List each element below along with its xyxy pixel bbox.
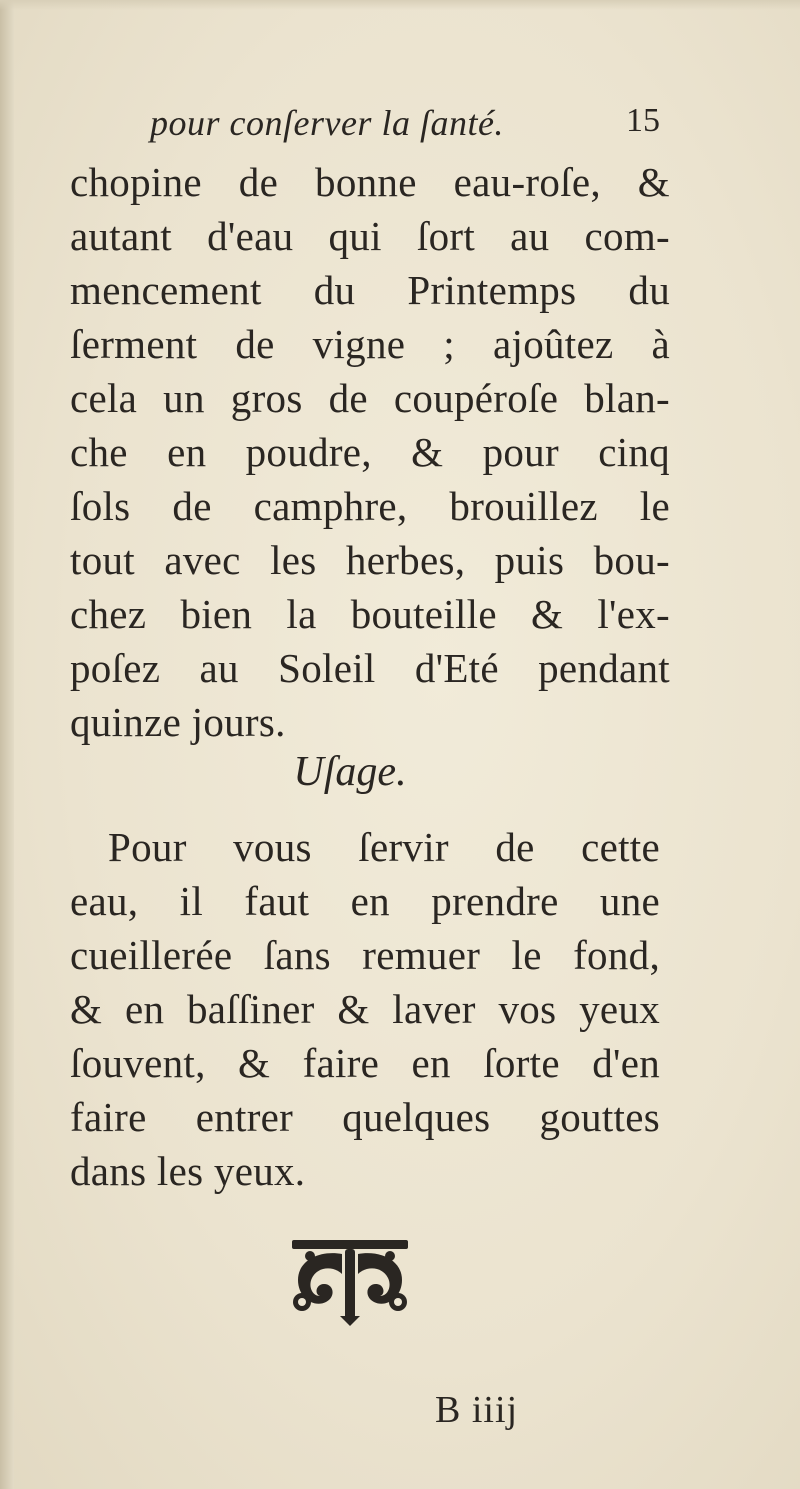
text-line: che en poudre, & pour cinq — [70, 429, 670, 475]
text-line: chopine de bonne eau-roſe, & — [70, 159, 670, 205]
text-line: faire entrer quelques gouttes — [70, 1094, 660, 1140]
running-head: pour conſerver la ſanté. — [150, 103, 504, 143]
text-line: chez bien la bouteille & l'ex- — [70, 591, 670, 637]
paragraph-recipe — [70, 155, 670, 749]
text-line: quinze jours. — [70, 699, 286, 745]
page-gutter — [0, 0, 14, 1489]
text-line: Pour vous ſervir de cette — [108, 824, 660, 870]
text-line: eau, il faut en prendre une — [70, 878, 660, 924]
page-top-edge — [0, 0, 800, 10]
text-line: ſols de camphre, brouillez le — [70, 483, 670, 529]
text-line: autant d'eau qui ſort au com- — [70, 213, 670, 259]
page-header — [140, 102, 660, 152]
signature-mark: B iiij — [435, 1389, 519, 1431]
text-line: cueillerée ſans remuer le fond, — [70, 932, 660, 978]
text-line: ſouvent, & faire en ſorte d'en — [70, 1040, 660, 1086]
text-line: mencement du Printemps du — [70, 267, 670, 313]
text-line: poſez au Soleil d'Eté pendant — [70, 645, 670, 691]
paragraph-usage — [70, 820, 660, 1198]
text-line: cela un gros de coupéroſe blan- — [70, 375, 670, 421]
page-number: 15 — [626, 102, 660, 139]
fleuron-ornament-icon — [280, 1232, 420, 1327]
text-line: & en baſſiner & laver vos yeux — [70, 986, 660, 1032]
text-line: dans les yeux. — [70, 1148, 306, 1194]
section-heading-usage: Uſage. — [293, 749, 407, 795]
text-line: tout avec les herbes, puis bou- — [70, 537, 670, 583]
text-line: ſerment de vigne ; ajoûtez à — [70, 321, 670, 367]
